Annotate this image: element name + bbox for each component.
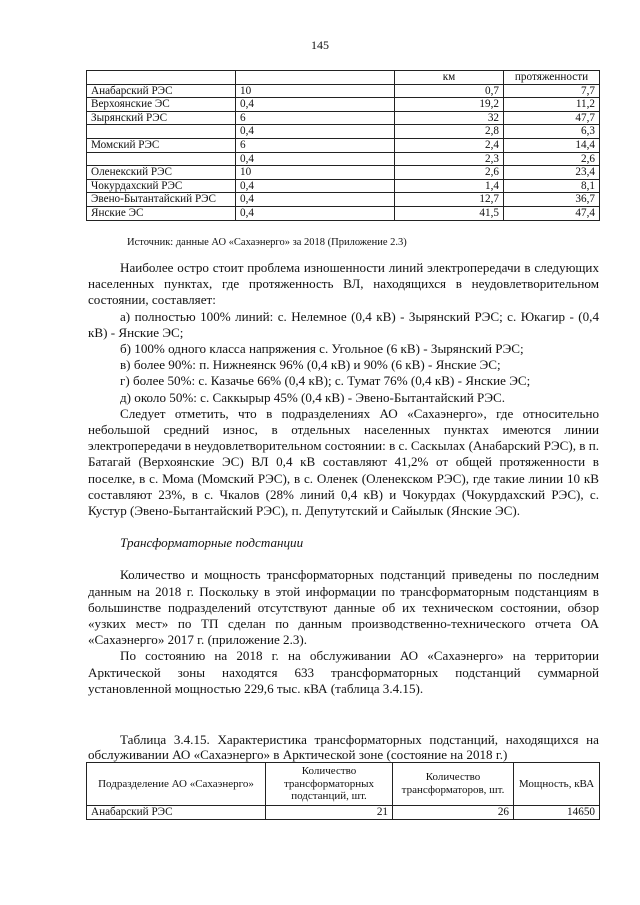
list-item-b: б) 100% одного класса напряжения с. Угольное (6 кВ) - Зырянский РЭС; [120, 341, 524, 357]
percent-cell: 47,4 [504, 206, 600, 220]
transformers-count-cell: 26 [393, 805, 514, 819]
table-row [87, 152, 600, 166]
percent-cell: 14,4 [504, 138, 600, 152]
km-cell: 12,7 [395, 193, 504, 207]
percent-cell: 6,3 [504, 125, 600, 139]
km-cell: 19,2 [395, 98, 504, 112]
division-cell: Зырянский РЭС [87, 111, 236, 125]
paragraph-status: По состоянию на 2018 г. на обслуживании АО «Сахаэнерго» на территории Арктической зоны находятся 633 трансформаторных подстанций суммарной установленной мощностью 229,6 тыс. кВА (таблица 3.4.15). [88, 648, 599, 696]
table-row [87, 179, 600, 193]
km-cell: 32 [395, 111, 504, 125]
table-row [87, 98, 600, 112]
header-division: Подразделение АО «Сахаэнерго» [87, 763, 266, 806]
percent-cell: 11,2 [504, 98, 600, 112]
table-caption: Таблица 3.4.15. Характеристика трансформаторных подстанций, находящихся на обслуживании АО «Сахаэнерго» в Арктической зоне (состояние на 2018 г.) [88, 732, 599, 762]
division-cell [87, 125, 236, 139]
section-heading: Трансформаторные подстанции [120, 535, 304, 551]
km-cell: 0,7 [395, 84, 504, 98]
voltage-cell: 6 [236, 138, 395, 152]
table-header-row [87, 763, 600, 806]
power-lines-table [86, 70, 600, 221]
body-text [88, 260, 599, 697]
substations-count-cell: 21 [266, 805, 393, 819]
header-transformers-count: Количество трансформаторов, шт. [393, 763, 514, 806]
km-cell: 2,3 [395, 152, 504, 166]
header-cell [236, 71, 395, 85]
list-item-a: а) полностью 100% линий: с. Нелемное (0,4 кВ) - Зырянский РЭС; с. Юкагир - (0,4 кВ) - Янские ЭС; [88, 308, 599, 340]
substations-table [86, 762, 600, 820]
percent-cell: 36,7 [504, 193, 600, 207]
km-cell: 2,8 [395, 125, 504, 139]
voltage-cell: 0,4 [236, 193, 395, 207]
voltage-cell: 0,4 [236, 206, 395, 220]
percent-cell: 2,6 [504, 152, 600, 166]
capacity-cell: 14650 [514, 805, 600, 819]
voltage-cell: 10 [236, 166, 395, 180]
division-cell: Янские ЭС [87, 206, 236, 220]
voltage-cell: 0,4 [236, 152, 395, 166]
header-capacity: Мощность, кВА [514, 763, 600, 806]
km-cell: 2,6 [395, 166, 504, 180]
header-cell [87, 71, 236, 85]
page-number: 145 [311, 38, 329, 52]
paragraph-intro: Наиболее остро стоит проблема изношенности линий электропередачи в следующих населенных пунктах, где протяженность ВЛ, находящихся в неудовлетворительном состоянии, составляет: [88, 260, 599, 308]
list-item-c: в) более 90%: п. Нижнеянск 96% (0,4 кВ) и 90% (6 кВ) - Янские ЭС; [120, 357, 501, 373]
voltage-cell: 6 [236, 111, 395, 125]
percent-cell: 23,4 [504, 166, 600, 180]
division-cell: Анабарский РЭС [87, 84, 236, 98]
list-item-e: д) около 50%: с. Саккырыр 45% (0,4 кВ) - Эвено-Бытантайский РЭС. [120, 389, 505, 405]
table-row [87, 193, 600, 207]
table-row [87, 206, 600, 220]
percent-cell: 47,7 [504, 111, 600, 125]
percent-cell: 8,1 [504, 179, 600, 193]
percent-cell: 7,7 [504, 84, 600, 98]
km-cell: 2,4 [395, 138, 504, 152]
division-cell [87, 152, 236, 166]
header-cell-length: протяженности [504, 71, 600, 85]
table-row [87, 805, 600, 819]
division-cell: Анабарский РЭС [87, 805, 266, 819]
division-cell: Эвено-Бытантайский РЭС [87, 193, 236, 207]
voltage-cell: 0,4 [236, 98, 395, 112]
table-source-note: Источник: данные АО «Сахаэнерго» за 2018 (Приложение 2.3) [127, 237, 407, 248]
header-substations-count: Количество трансформаторных подстанций, шт. [266, 763, 393, 806]
paragraph-note: Следует отметить, что в подразделениях АО «Сахаэнерго», где относительно небольшой средний износ, в отдельных населенных пунктах имеются линии электропередачи в неудовлетворительном состоянии: в с. Саскылах (Анабарский РЭС), в п. Батагай (Верхоянские ЭС) ВЛ 0,4 кВ составляют 41,2% от общей протяженности в поселке, в с. Мома (Момский РЭС), в с. Оленек (Оленекском РЭС), где такие линии 10 кВ составляют 23%, в с. Чкалов (28% линий 0,4 кВ) и Чокурдах (Чокурдахский РЭС), с. Кустур (Эвено-Бытантайский РЭС), п. Депутутский и Сайылык (Янские ЭС). [88, 405, 599, 519]
table-row [87, 138, 600, 152]
division-cell: Момский РЭС [87, 138, 236, 152]
voltage-cell: 10 [236, 84, 395, 98]
list-item-d: г) более 50%: с. Казачье 66% (0,4 кВ); с. Тумат 76% (0,4 кВ) - Янские ЭС; [120, 373, 531, 389]
km-cell: 41,5 [395, 206, 504, 220]
table-header-row [87, 71, 600, 85]
table-row [87, 125, 600, 139]
table-row [87, 111, 600, 125]
division-cell: Оленекский РЭС [87, 166, 236, 180]
table-row [87, 84, 600, 98]
km-cell: 1,4 [395, 179, 504, 193]
division-cell: Чокурдахский РЭС [87, 179, 236, 193]
voltage-cell: 0,4 [236, 125, 395, 139]
table-row [87, 166, 600, 180]
voltage-cell: 0,4 [236, 179, 395, 193]
header-cell-km: км [395, 71, 504, 85]
division-cell: Верхоянские ЭС [87, 98, 236, 112]
paragraph-substations: Количество и мощность трансформаторных подстанций приведены по последним данным на 2018 г. Поскольку в этой информации по трансформаторным подстанциям в большинстве подразделений отсутствуют данные об их техническом состоянии, обзор «узких мест» по ТП сделан по данным производственно-технического отчета ОА «Сахаэнерго» 2017 г. (приложение 2.3). [88, 567, 599, 648]
